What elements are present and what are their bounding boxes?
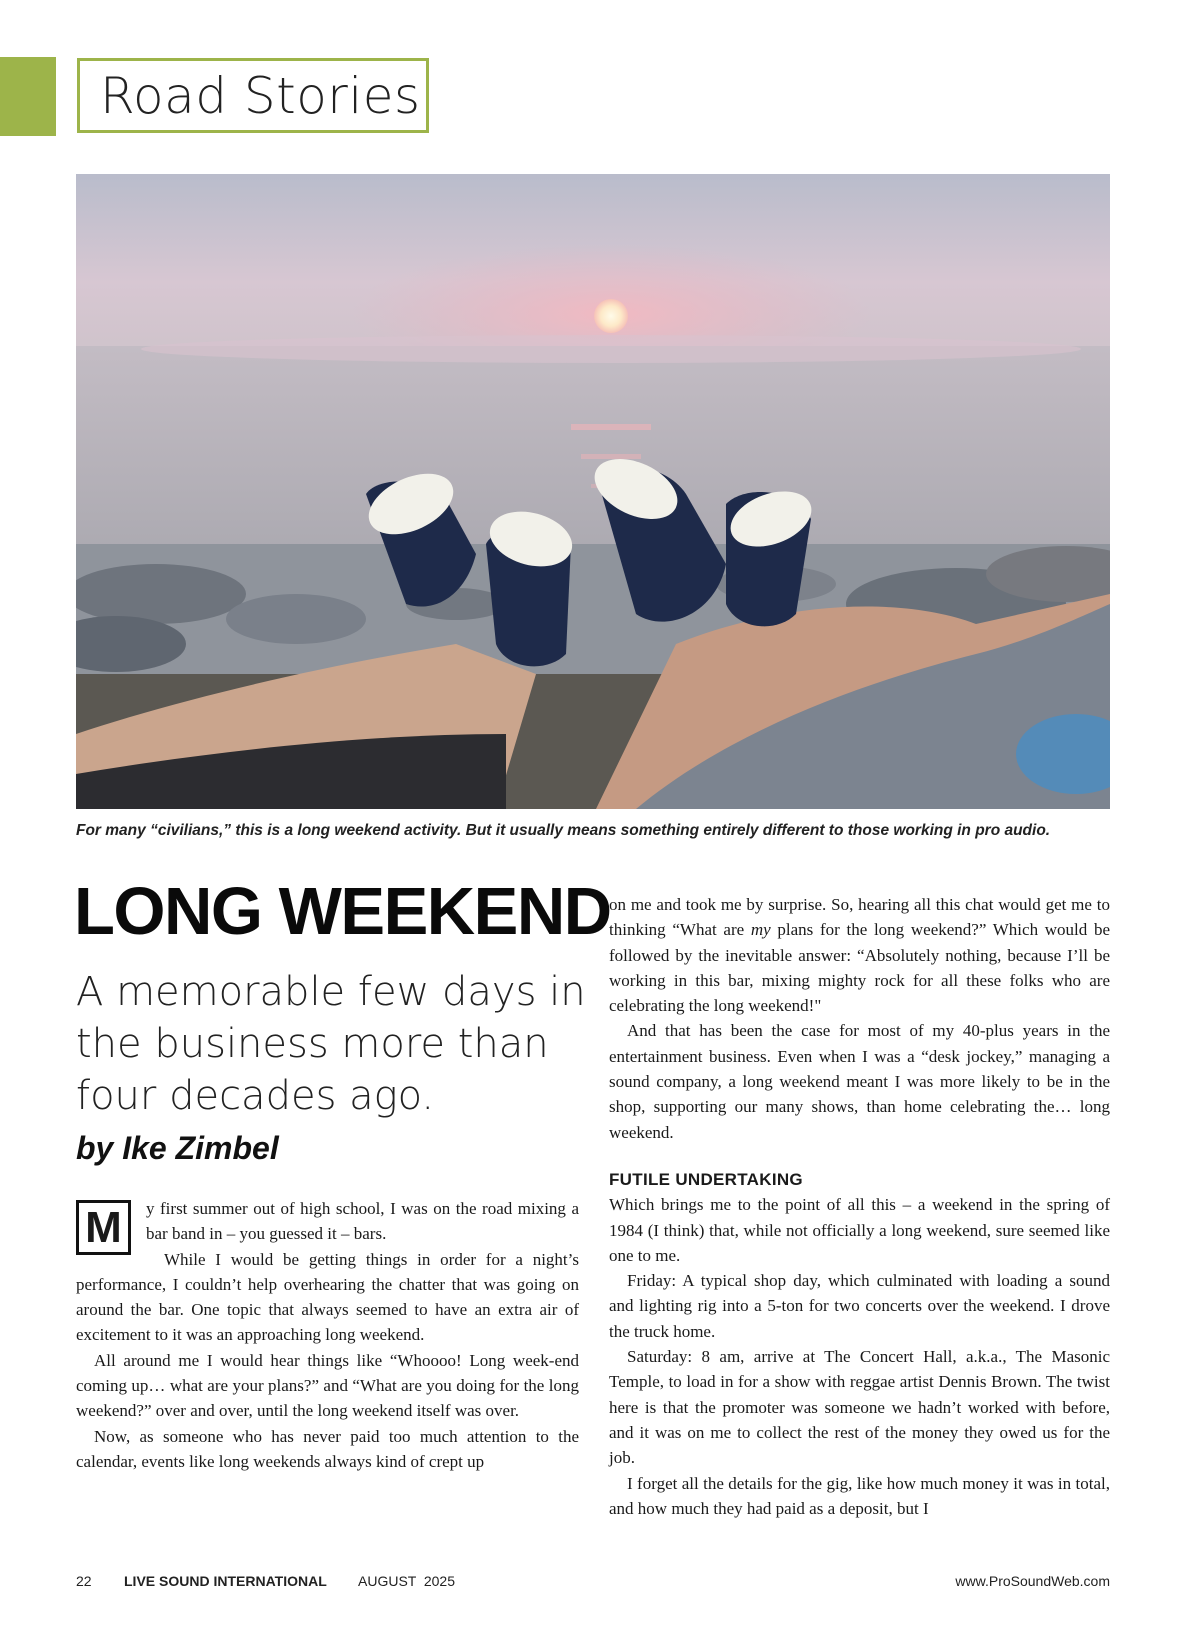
paragraph: Now, as someone who has never paid too much attention to the calendar, events like long weekends always kind of crept up	[76, 1426, 579, 1471]
drop-cap: M	[76, 1200, 131, 1255]
article-headline: LONG WEEKEND	[74, 874, 611, 949]
feature-photo-illustration	[76, 174, 1110, 809]
paragraph: Friday: A typical shop day, which culminated with loading a sound and lighting rig into a 5-ton for two concerts over the weekend. I drove the truck home.	[609, 1271, 1110, 1341]
issue-date: AUGUST 2025	[358, 1573, 456, 1589]
paragraph: I forget all the details for the gig, like how much money it was in total, and how much they had paid as a deposit, but I	[609, 1473, 1110, 1518]
paragraph: M y first summer out of high school, I was on the road mixing a bar band in – you guessed it – bars.	[76, 1196, 579, 1247]
article-deck: A memorable few days in the business more than four decades ago.	[76, 969, 586, 1119]
body-column-1	[76, 1196, 579, 1474]
section-title: Road Stories	[100, 66, 421, 125]
paragraph: While I would be getting things in order for a night’s performance, I couldn’t help overhearing the chatter that was going on around the bar. One topic that always seemed to have an extra air of excitement to it was an approaching long weekend.	[76, 1249, 579, 1345]
section-color-tab	[0, 57, 56, 136]
paragraph: And that has been the case for most of my 40-plus years in the entertainment business. Even when I was a “desk jockey,” managing a sound company, a long weekend meant I was more likely to be in the shop, supporting our many shows, than home celebrating the… long weekend.	[609, 1021, 1110, 1142]
page-number: 22	[76, 1573, 92, 1589]
body-column-2	[609, 892, 1110, 1521]
website-link[interactable]: www.ProSoundWeb.com	[955, 1573, 1110, 1589]
paragraph: Which brings me to the point of all this – a weekend in the spring of 1984 (I think) that, while not officially a long weekend, sure seemed like one to me.	[609, 1195, 1110, 1265]
feature-photo	[76, 174, 1110, 809]
paragraph: Saturday: 8 am, arrive at The Concert Hall, a.k.a., The Masonic Temple, to load in for a show with reggae artist Dennis Brown. The twist here is that the promoter was someone we hadn’t worked with before, and it was on me to collect the rest of the money they owed us for the job.	[609, 1347, 1110, 1468]
paragraph: on me and took me by surprise. So, hearing all this chat would get me to thinking “What are my plans for the long weekend?” Which would be followed by the inevitable answer: “Absolutely nothing, because I’ll be working in this bar, mixing mighty rock for all these folks who are celebrating the long weekend!"	[609, 895, 1111, 1016]
paragraph: All around me I would hear things like “Whoooo! Long week-end coming up… what are your plans?” and “What are you doing for the long weekend?” over and over, until the long weekend itself was over.	[76, 1350, 579, 1421]
subhead: FUTILE UNDERTAKING	[609, 1169, 803, 1189]
article-byline: by Ike Zimbel	[76, 1130, 279, 1166]
photo-caption: For many “civilians,” this is a long weekend activity. But it usually means something entirely different to those working in pro audio.	[76, 822, 1051, 839]
section-label	[77, 58, 429, 133]
publication-name: LIVE SOUND INTERNATIONAL	[124, 1573, 327, 1589]
